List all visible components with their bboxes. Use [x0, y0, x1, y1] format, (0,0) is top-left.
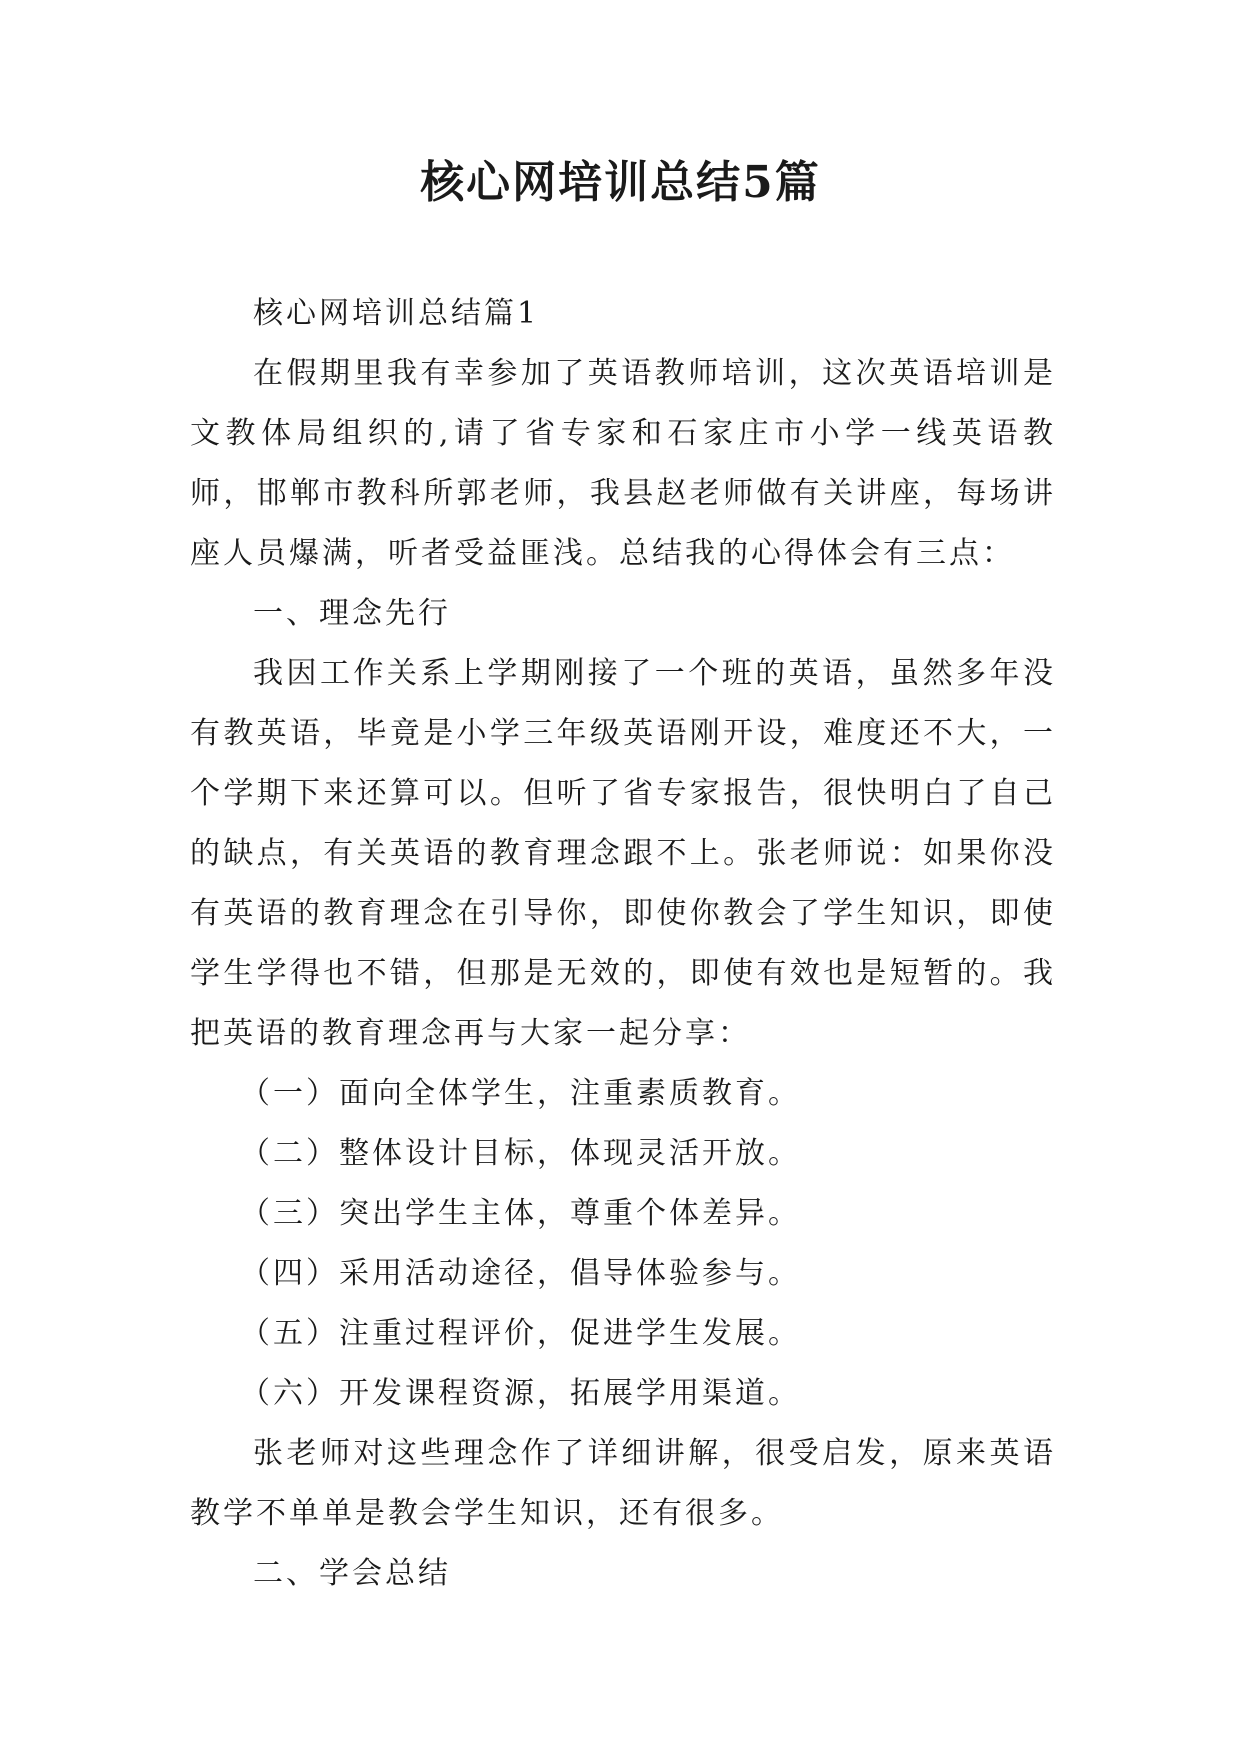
list-item: （四）采用活动途径，倡导体验参与。: [240, 1256, 801, 1291]
document-body: [190, 284, 1056, 1604]
list-item: （六）开发课程资源，拓展学用渠道。: [240, 1376, 801, 1411]
list-item: （二）整体设计目标，体现灵活开放。: [240, 1136, 801, 1171]
point-1-heading: 一、理念先行: [253, 596, 451, 631]
point-1-paragraph: 我因工作关系上学期刚接了一个班的英语，虽然多年没有教英语，毕竟是小学三年级英语刚开设，难度还不大，一个学期下来还算可以。但听了省专家报告，很快明白了自己的缺点，有关英语的教育理念跟不上。张老师说：如果你没有英语的教育理念在引导你，即使你教会了学生知识，即使学生学得也不错，但那是无效的，即使有效也是短暂的。我把英语的教育理念再与大家一起分享：: [190, 656, 1056, 1051]
list-item: （一）面向全体学生，注重素质教育。: [240, 1076, 801, 1111]
section-heading: 核心网培训总结篇1: [253, 296, 540, 331]
intro-paragraph: 在假期里我有幸参加了英语教师培训，这次英语培训是文教体局组织的,请了省专家和石家庄市小学一线英语教师，邯郸市教科所郭老师，我县赵老师做有关讲座，每场讲座人员爆满，听者受益匪浅。总结我的心得体会有三点：: [190, 356, 1056, 571]
list-item: （五）注重过程评价，促进学生发展。: [240, 1316, 801, 1351]
point-2-heading: 二、学会总结: [253, 1556, 451, 1591]
list-item: （三）突出学生主体，尊重个体差异。: [240, 1196, 801, 1231]
document-title: 核心网培训总结5篇: [420, 157, 821, 208]
point-1-conclusion: 张老师对这些理念作了详细讲解，很受启发，原来英语教学不单单是教会学生知识，还有很多。: [190, 1436, 1056, 1531]
